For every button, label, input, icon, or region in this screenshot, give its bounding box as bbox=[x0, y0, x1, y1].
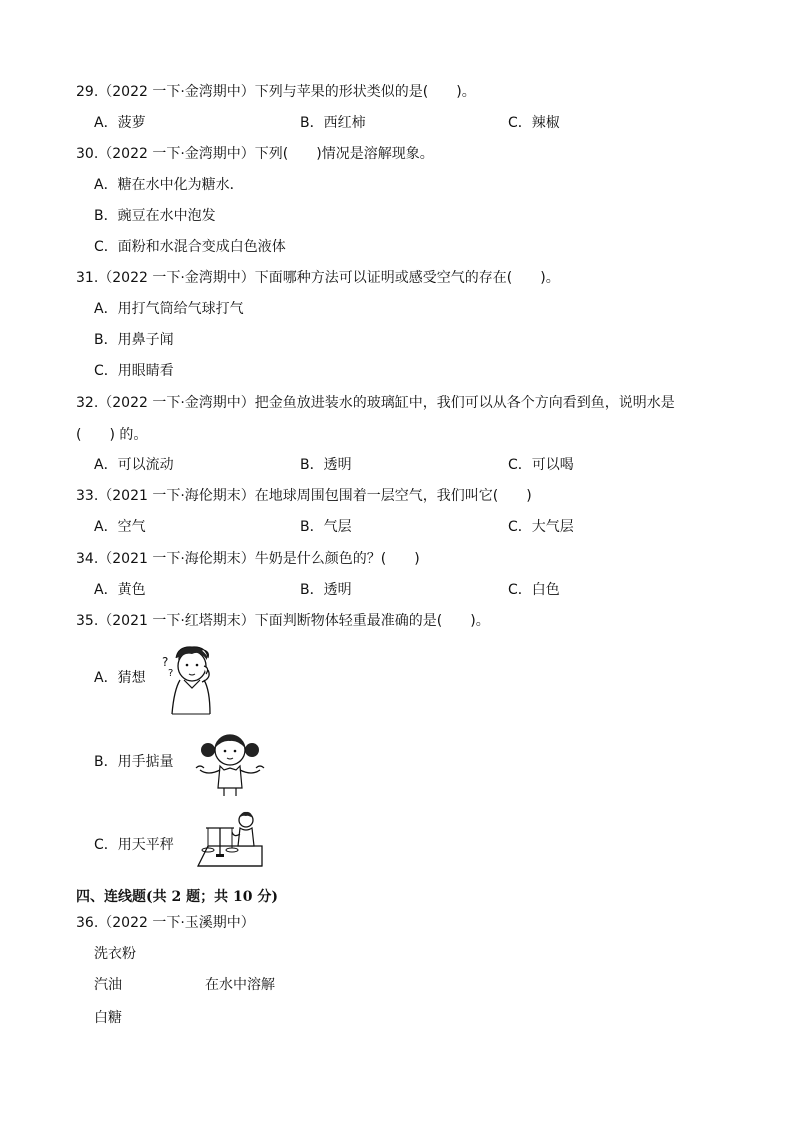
matching-right-item-1: 在水中溶解 bbox=[205, 977, 275, 993]
question-34-stem: 34.（2021 一下·海伦期末）牛奶是什么颜色的？( ) bbox=[76, 551, 420, 567]
question-32-option-b: B．透明 bbox=[300, 457, 352, 473]
question-31-option-b: B．用鼻子闻 bbox=[94, 332, 174, 348]
question-35-option-b: B．用手掂量 bbox=[94, 754, 174, 770]
question-33-option-a: A．空气 bbox=[94, 519, 146, 535]
question-32-option-a: A．可以流动 bbox=[94, 457, 174, 473]
question-32-option-c: C．可以喝 bbox=[508, 457, 574, 473]
question-30-stem: 30.（2022 一下·金湾期中）下列( )情况是溶解现象。 bbox=[76, 146, 434, 162]
question-29-stem: 29.（2022 一下·金湾期中）下列与苹果的形状类似的是( )。 bbox=[76, 84, 476, 100]
question-35-stem: 35.（2021 一下·红塔期末）下面判断物体轻重最准确的是( )。 bbox=[76, 613, 490, 629]
question-29-option-c: C．辣椒 bbox=[508, 115, 560, 131]
girl-weighing-by-hand-illustration bbox=[194, 730, 266, 798]
question-30-option-a: A．糖在水中化为糖水． bbox=[94, 177, 244, 193]
section-4-title: 四、连线题(共 2 题；共 10 分) bbox=[76, 889, 278, 905]
question-35-option-a: A．猜想 bbox=[94, 670, 146, 686]
matching-left-item-2: 汽油 bbox=[94, 977, 122, 993]
matching-left-item-1: 洗衣粉 bbox=[94, 946, 136, 962]
question-32-stem-line2: ( ) 的。 bbox=[76, 427, 148, 443]
question-33-option-b: B．气层 bbox=[300, 519, 352, 535]
matching-left-item-3: 白糖 bbox=[94, 1010, 122, 1026]
question-34-option-c: C．白色 bbox=[508, 582, 560, 598]
question-35-option-c: C．用天平秤 bbox=[94, 837, 174, 853]
svg-text:?: ? bbox=[162, 655, 169, 669]
boy-guessing-illustration bbox=[160, 644, 220, 718]
question-33-option-c: C．大气层 bbox=[508, 519, 574, 535]
svg-text:?: ? bbox=[168, 668, 174, 679]
question-29-option-a: A．菠萝 bbox=[94, 115, 146, 131]
question-31-stem: 31.（2022 一下·金湾期中）下面哪种方法可以证明或感受空气的存在( )。 bbox=[76, 270, 560, 286]
question-36-stem: 36.（2022 一下·玉溪期中） bbox=[76, 915, 255, 931]
balance-scale-illustration bbox=[196, 810, 266, 876]
question-29-option-b: B．西红柿 bbox=[300, 115, 366, 131]
question-30-option-c: C．面粉和水混合变成白色液体 bbox=[94, 239, 286, 255]
question-33-stem: 33.（2021 一下·海伦期末）在地球周围包围着一层空气，我们叫它( ) bbox=[76, 488, 532, 504]
question-34-option-a: A．黄色 bbox=[94, 582, 146, 598]
question-30-option-b: B．豌豆在水中泡发 bbox=[94, 208, 216, 224]
question-31-option-a: A．用打气筒给气球打气 bbox=[94, 301, 244, 317]
question-32-stem-line1: 32.（2022 一下·金湾期中）把金鱼放进装水的玻璃缸中，我们可以从各个方向看到鱼，说明水是 bbox=[76, 395, 675, 411]
question-34-option-b: B．透明 bbox=[300, 582, 352, 598]
question-31-option-c: C．用眼睛看 bbox=[94, 363, 174, 379]
